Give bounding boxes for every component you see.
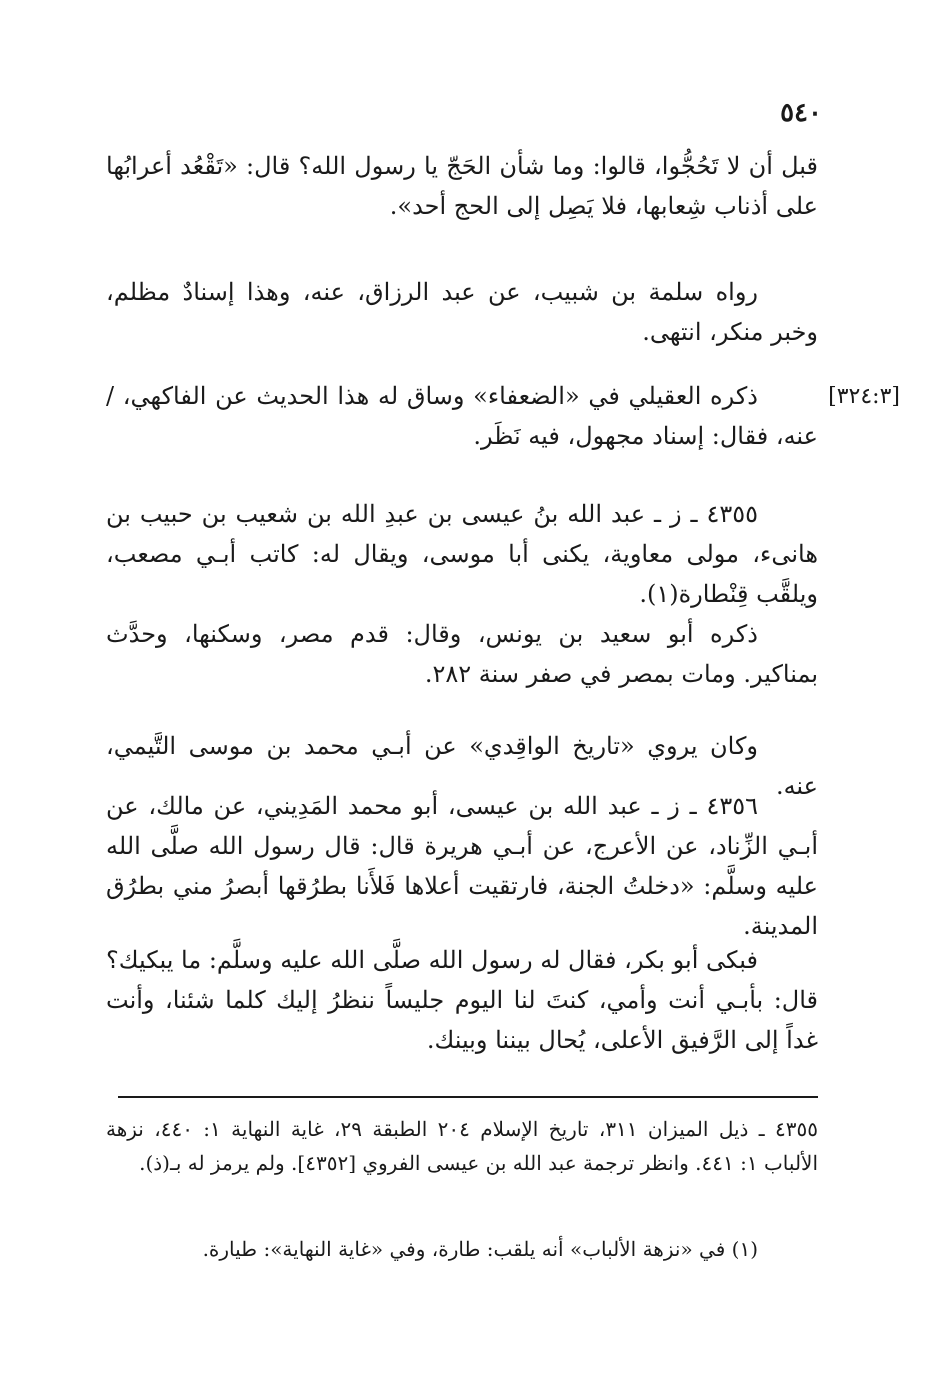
entry-4356: ٤٣٥٦ ـ ز ـ عبد الله بن عيسى، أبو محمد المَدِيني، عن مالك، عن أبـي الزِّناد، عن الأعرج، عن أبـي هريرة قال: قال رسول الله صلَّى الله عليه وسلَّم: «دخلتُ الجنة، فارتقيت أعلاها فَلأَنا بطرُقها أبصرُ مني بطرُق المدينة. [106,792,818,940]
paragraph-waqidi: وكان يروي «تاريخ الواقِدي» عن أبـي محمد بن موسى التَّيمي، عنه. [106,732,818,800]
side-reference: [٣٢٤:٣] [828,384,900,409]
paragraph-ibn-yunus: ذكره أبو سعيد بن يونس، وقال: قدم مصر، وسكنها، وحدَّث بمناكير. ومات بمصر في صفر سنة ٢٨٢. [106,620,818,688]
paragraph-aqili: ذكره العقيلي في «الضعفاء» وساق له هذا الحديث عن الفاكهي، / عنه، فقال: إسناد مجهول، فيه نَظَر. [106,382,818,450]
footnote-divider [118,1096,818,1098]
footnote-sources: ٤٣٥٥ ـ ذيل الميزان ٣١١، تاريخ الإسلام ٢٠٤ الطبقة ٢٩، غاية النهاية ١: ٤٤٠، نزهة الألباب ١: ٤٤١. وانظر ترجمة عبد الله بن عيسى الفروي [٤٣٥٢]. ولم يرمز له بـ(ذ). [106,1117,819,1175]
footnote-1: (١) في «نزهة الألباب» أنه يلقب: طارة، وفي «غاية النهاية»: طيارة. [202,1237,758,1261]
entry-4355: ٤٣٥٥ ـ ز ـ عبد الله بنُ عيسى بن عبدِ الله بن شعيب بن حبيب بن هانىء، مولى معاوية، يكنى أبا موسى، ويقال له: كاتب أبـي مصعب، ويلقَّب قِنْطارة(١). [106,500,818,608]
paragraph-narration: رواه سلمة بن شبيب، عن عبد الرزاق، عنه، وهذا إسنادٌ مظلم، وخبر منكر، انتهى. [106,278,818,346]
page-number: ٥٤٠ [780,98,822,128]
paragraph-abu-bakr: فبكى أبو بكر، فقال له رسول الله صلَّى الله عليه وسلَّم: ما يبكيك؟ قال: بأبـي أنت وأمي، كنتَ لنا اليوم جليساً ننظرُ إليك كلما شئنا، وأنت غداً إلى الرَّفيق الأعلى، يُحال بيننا وبينك. [106,946,818,1054]
paragraph-hadith-end: قبل أن لا تَحُجُّوا، قالوا: وما شأن الحَجّ يا رسول الله؟ قال: «تَقْعُد أعرابُها على أذناب شِعابها، فلا يَصِل إلى الحج أحد». [106,152,818,220]
